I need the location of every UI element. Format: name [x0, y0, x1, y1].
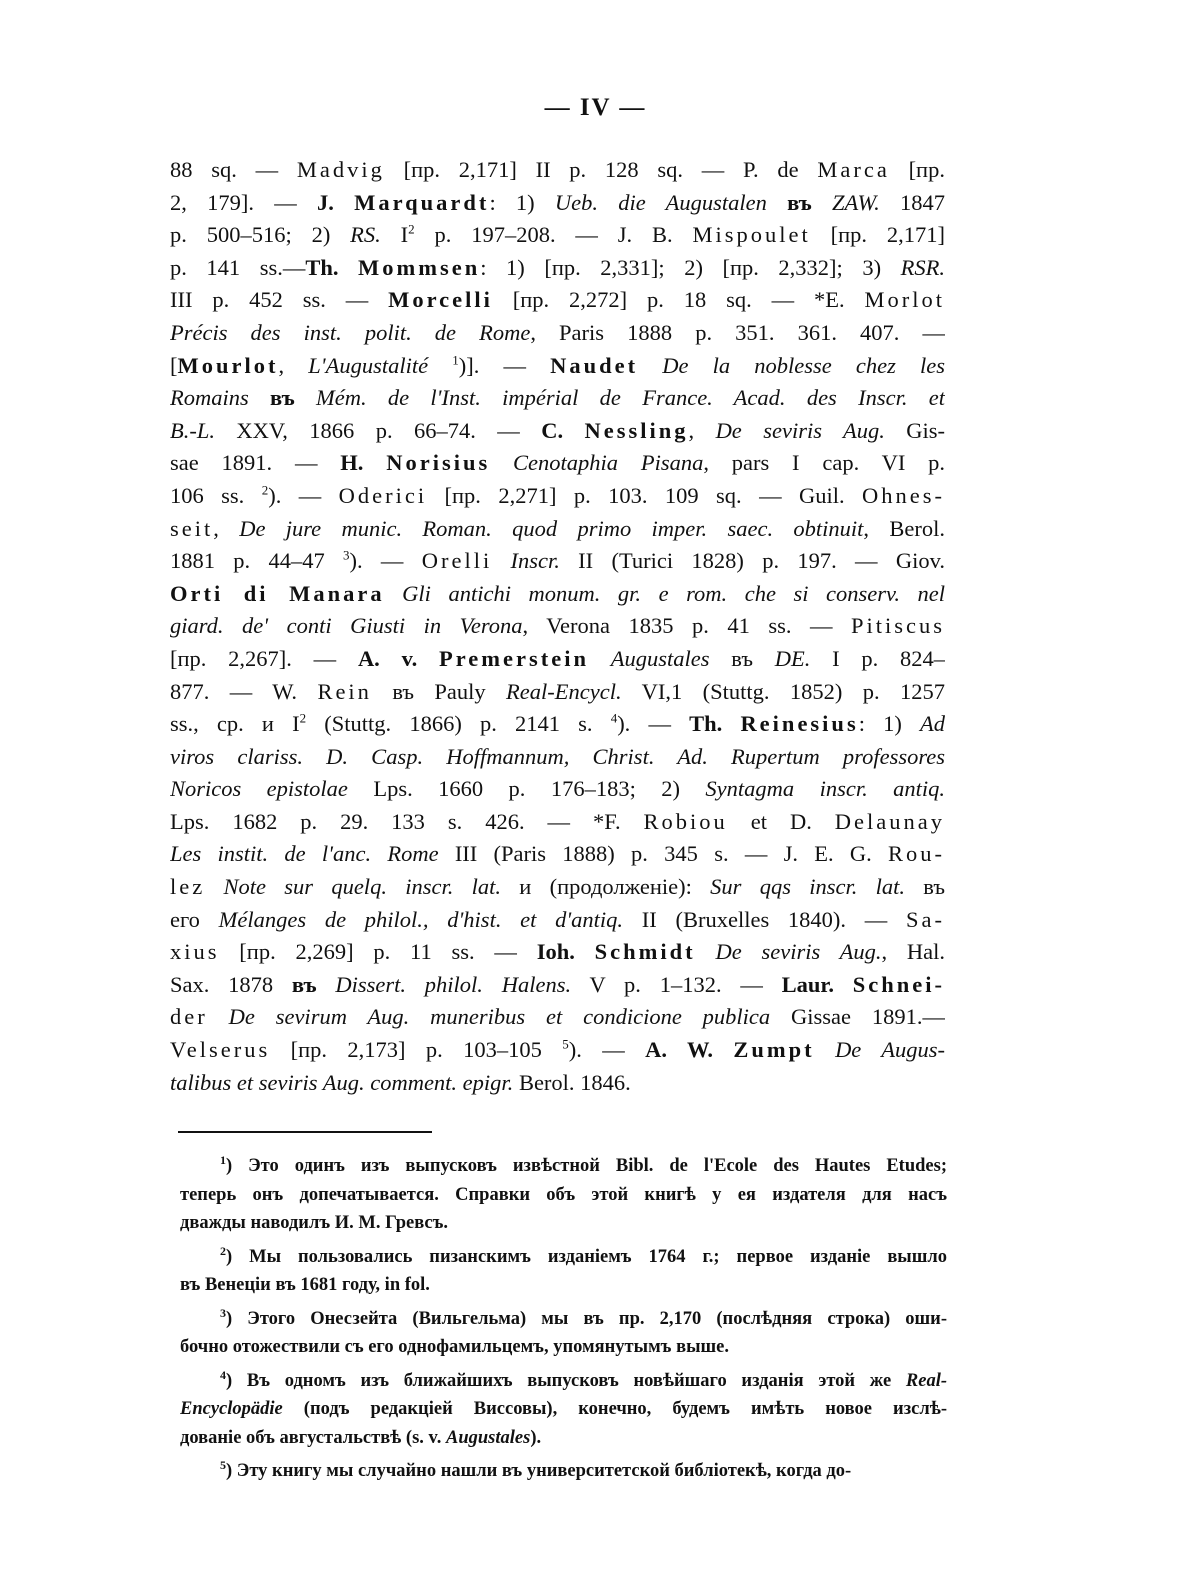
text-run: и (продолженіе):: [501, 874, 711, 900]
text-run: [589, 646, 611, 671]
text-run: Morlot: [864, 287, 945, 313]
text-line: [170, 382, 945, 415]
text-run: (Stuttg. 1866) p. 2141 s.: [306, 711, 611, 737]
text-run: RSR.: [900, 254, 945, 280]
text-run: Orti di Manara: [170, 580, 385, 606]
text-run: въ: [709, 645, 775, 671]
text-run: De seviris Aug.: [715, 417, 885, 443]
text-run: 4: [610, 710, 618, 726]
footnote-line: [180, 1367, 947, 1396]
text-run: Gis-: [884, 417, 945, 443]
text-run: Encyclopädie: [180, 1399, 283, 1419]
text-run: Sur qqs inscr. lat.: [710, 874, 906, 900]
text-run: ). —: [617, 711, 690, 737]
text-run: Les instit. de l'anc. Rome: [170, 841, 439, 867]
footnote-line: [180, 1271, 947, 1300]
text-run: ) Мы пользовались пизанскимъ изданіемъ 1764 г.; первое изданіе вышло: [226, 1246, 947, 1267]
text-run: Schmidt: [594, 939, 696, 965]
text-run: Ohnes-: [862, 482, 945, 508]
text-run: p. 500–516; 2): [170, 222, 351, 248]
text-line: [170, 610, 945, 643]
text-run: Ioh.: [536, 939, 595, 965]
footnote-line: [180, 1305, 947, 1334]
text-run: [638, 353, 662, 378]
footnote-3: [180, 1305, 947, 1362]
text-line: [170, 480, 945, 513]
text-run: Mispoulet: [692, 222, 811, 248]
text-run: Cenotaphia Pisana: [513, 450, 704, 476]
text-run: Reinesius: [740, 711, 859, 737]
text-run: , Berol.: [863, 515, 945, 541]
text-run: Schnei-: [852, 971, 945, 997]
text-run: ,: [688, 417, 716, 443]
text-run: Velserus: [170, 1037, 271, 1063]
text-run: дованіе объ августальствѣ (s. v.: [180, 1427, 447, 1448]
text-run: H.: [340, 450, 387, 476]
text-run: [пр. 2,271] p. 103. 109 sq. — Guil.: [427, 482, 863, 508]
text-run: въ: [905, 874, 945, 900]
text-run: его: [170, 906, 219, 932]
text-line: [170, 904, 945, 937]
footnote-line: [180, 1181, 947, 1210]
bibliography-text: [170, 154, 945, 1099]
text-run: B.-L.: [170, 417, 215, 443]
text-run: [428, 353, 452, 378]
text-run: XXV, 1866 p. 66–74. —: [215, 417, 542, 443]
text-run: Premerstein: [438, 645, 589, 671]
text-run: [385, 581, 403, 606]
text-line: [170, 350, 945, 383]
text-run: 3: [343, 547, 350, 563]
text-line: [170, 773, 945, 806]
text-run: ).: [530, 1427, 542, 1448]
text-run: [пр. 2,269] p. 11 ss. —: [219, 939, 537, 965]
text-run: [492, 548, 510, 573]
text-line: [170, 871, 945, 904]
text-run: Pitiscus: [850, 613, 945, 639]
footnote-rule: [178, 1131, 432, 1133]
text-run: [208, 1004, 229, 1029]
text-run: III p. 452 ss. —: [170, 287, 389, 313]
text-run: 1881 p. 44–47: [170, 548, 344, 574]
text-run: , Paris 1888 p. 351. 361. 407. —: [530, 319, 945, 345]
text-run: ) Это одинъ изъ выпусковъ извѣстной Bibl. de l'Ecole des Hautes Etudes;: [226, 1156, 947, 1176]
footnote-line: [180, 1424, 947, 1453]
footnote-1: [180, 1152, 947, 1238]
text-line: [170, 936, 945, 969]
text-run: II (Turici 1828) p. 197. — Giov.: [559, 548, 945, 574]
text-line: [170, 1034, 945, 1067]
footnote-marker: 2: [220, 1243, 226, 1258]
text-run: ,: [278, 352, 309, 378]
footnote-marker: 4: [220, 1367, 226, 1382]
text-run: Real-: [905, 1370, 947, 1391]
text-run: p. 197–208. — J. B.: [414, 222, 693, 248]
text-run: [пр. 2,272] p. 18 sq. — *E.: [492, 287, 865, 313]
text-run: въ: [291, 971, 336, 997]
text-run: Laur.: [781, 971, 853, 997]
text-run: [пр.: [889, 157, 945, 182]
text-run: 2: [299, 710, 307, 726]
text-line: [170, 154, 945, 187]
text-run: )]. —: [458, 352, 551, 378]
text-run: Marca: [817, 157, 890, 182]
text-run: Dissert. philol. Halens.: [335, 971, 572, 997]
text-run: , Verona 1835 p. 41 ss. —: [522, 613, 851, 639]
footnote-line: [180, 1243, 947, 1272]
text-line: [170, 708, 945, 741]
text-run: DE.: [774, 645, 811, 671]
text-run: [пр. 2,173] p. 103–105: [270, 1037, 563, 1063]
text-run: Naudet: [550, 352, 639, 378]
text-run: sae 1891. —: [170, 450, 341, 476]
text-run: теперь онъ допечатывается. Справки объ этой книгѣ у ея издателя для насъ: [180, 1184, 947, 1205]
text-run: Berol. 1846.: [513, 1069, 631, 1095]
text-run: De Augus-: [835, 1037, 945, 1063]
text-line: [170, 806, 945, 839]
text-run: Noricos epistolae: [170, 776, 348, 802]
text-run: I p. 824–: [810, 645, 945, 671]
footnote-5: [180, 1457, 947, 1486]
text-run: Oderici: [338, 482, 428, 508]
text-run: : 1) [пр. 2,331]; 2) [пр. 2,332]; 3): [480, 254, 901, 280]
text-run: talibus et seviris Aug. comment. epigr.: [170, 1069, 514, 1095]
text-line: [170, 219, 945, 252]
text-run: viros clariss. D. Casp. Hoffmannum, Christ. Ad. Rupertum professores: [170, 743, 945, 769]
text-run: VI,1 (Stuttg. 1852) p. 1257: [621, 678, 945, 704]
text-run: V p. 1–132. —: [571, 971, 782, 997]
text-run: Robiou: [643, 808, 728, 834]
text-run: Gli antichi monum. gr. e rom. che si conserv. nel: [402, 580, 945, 606]
text-run: Augustales: [610, 645, 710, 671]
text-run: [490, 450, 513, 475]
text-run: въ: [248, 385, 317, 411]
text-run: 88 sq. —: [170, 157, 297, 182]
text-run: giard. de' conti Giusti in Verona: [170, 613, 523, 639]
text-run: De seviris Aug.: [715, 939, 882, 965]
text-run: 2: [261, 482, 269, 498]
text-run: ) Въ одномъ изъ ближайшихъ выпусковъ новѣйшаго изданія этой же: [226, 1370, 906, 1391]
text-run: [: [170, 352, 178, 378]
footnotes: [180, 1152, 947, 1491]
footnote-line: [180, 1209, 947, 1238]
text-run: Augustales: [446, 1427, 531, 1448]
text-run: 1: [452, 352, 459, 368]
text-run: [пр. 2,171] II p. 128 sq. — P. de: [384, 157, 818, 182]
text-run: A. W.: [645, 1037, 734, 1063]
text-line: [170, 545, 945, 578]
footnote-line: [180, 1457, 947, 1486]
text-run: (подъ редакціей Виссовы), конечно, будемъ имѣть новое изслѣ-: [282, 1399, 947, 1419]
text-run: 5: [562, 1036, 569, 1052]
text-run: ). —: [349, 548, 422, 574]
text-run: 106 ss.: [170, 482, 262, 508]
text-run: Nessling: [584, 417, 689, 443]
text-run: xius: [170, 939, 220, 965]
footnote-2: [180, 1243, 947, 1300]
text-run: Sa-: [906, 906, 945, 932]
text-run: Mourlot: [177, 352, 279, 378]
text-line: [170, 643, 945, 676]
text-run: Lps. 1660 p. 176–183; 2): [347, 776, 706, 802]
text-run: Th.: [305, 254, 359, 280]
text-line: [170, 252, 945, 285]
text-line: [170, 513, 945, 546]
text-run: L'Augustalité: [308, 352, 429, 378]
text-line: [170, 187, 945, 220]
text-run: III (Paris 1888) p. 345 s. — J. E. G.: [438, 841, 888, 867]
text-run: Norisius: [386, 450, 491, 476]
footnote-line: [180, 1333, 947, 1362]
text-run: Morcelli: [388, 287, 493, 313]
text-run: ) Этого Онесзейта (Вильгельма) мы въ пр. 2,170 (послѣдняя строка) оши-: [226, 1308, 947, 1329]
text-run: Note sur quelq. inscr. lat.: [223, 874, 501, 900]
text-run: ). —: [268, 482, 339, 508]
text-run: Real-Encycl.: [506, 678, 622, 704]
text-run: De jure munic. Roman. quod primo imper. saec. obtinuit: [239, 515, 864, 541]
text-run: A. v.: [357, 645, 439, 671]
text-run: Zumpt: [733, 1037, 815, 1063]
text-run: der: [170, 1004, 208, 1030]
text-run: Gissae 1891.—: [770, 1004, 945, 1030]
text-run: : 1): [489, 189, 555, 215]
text-run: seit: [170, 515, 214, 541]
text-run: Rou-: [888, 841, 945, 867]
text-run: p. 141 ss.—: [170, 254, 306, 280]
text-line: [170, 415, 945, 448]
text-line: [170, 838, 945, 871]
text-run: J.: [316, 189, 355, 215]
text-run: ss., ср. и I: [170, 711, 300, 737]
text-run: Ad: [920, 711, 945, 737]
text-run: Madvig: [296, 157, 385, 182]
text-run: Inscr.: [510, 548, 560, 574]
text-run: II (Bruxelles 1840). —: [623, 906, 906, 932]
text-line: [170, 969, 945, 1002]
footnote-marker: 1: [220, 1152, 226, 1167]
text-run: Rein: [317, 678, 372, 704]
text-run: 877. — W.: [170, 678, 318, 704]
text-line: [170, 1067, 945, 1100]
footnote-line: [180, 1395, 947, 1424]
text-run: 2: [408, 221, 415, 237]
text-line: [170, 676, 945, 709]
text-run: [815, 1037, 835, 1062]
text-run: [205, 874, 223, 899]
text-run: Syntagma inscr. antiq.: [705, 776, 945, 802]
text-run: De sevirum Aug. muneribus et condicione publica: [228, 1004, 771, 1030]
text-run: Delaunay: [834, 808, 945, 834]
footnote-marker: 3: [220, 1305, 226, 1320]
text-run: Marquardt: [354, 189, 490, 215]
text-run: Mommsen: [358, 254, 481, 280]
text-run: [пр. 2,171]: [810, 222, 945, 248]
text-line: [170, 741, 945, 774]
text-run: въ Pauly: [371, 678, 507, 704]
text-run: Ueb. die Augustalen: [554, 189, 767, 215]
text-run: RS.: [350, 222, 381, 248]
text-line: [170, 578, 945, 611]
footnote-line: [180, 1152, 947, 1181]
text-run: въ: [766, 189, 833, 215]
text-run: Romains: [170, 385, 249, 411]
text-run: [696, 939, 716, 964]
text-run: ). —: [568, 1037, 646, 1063]
text-run: въ Венеціи въ 1681 году, in fol.: [180, 1275, 430, 1295]
text-run: Mélanges de philol., d'hist. et d'antiq.: [218, 906, 624, 932]
text-run: Th.: [689, 711, 741, 737]
text-line: [170, 1001, 945, 1034]
text-run: ,: [213, 515, 240, 541]
footnote-marker: 5: [220, 1457, 226, 1472]
text-run: Sax. 1878: [170, 971, 292, 997]
text-line: [170, 447, 945, 480]
text-run: Orelli: [421, 548, 493, 574]
text-run: , Hal.: [881, 939, 945, 965]
text-run: I: [380, 222, 409, 248]
page-folio: — IV —: [544, 94, 647, 121]
text-run: lez: [170, 874, 206, 900]
text-run: дважды наводилъ И. М. Гревсъ.: [180, 1213, 449, 1233]
text-line: [170, 317, 945, 350]
text-run: C.: [541, 417, 585, 443]
text-run: Mém. de l'Inst. impérial de France. Acad. des Inscr. et: [316, 385, 945, 411]
text-run: ) Эту книгу мы случайно нашли въ университетской библіотекѣ, когда до-: [226, 1461, 852, 1481]
text-run: [пр. 2,267]. —: [170, 645, 358, 671]
text-run: De la noblesse chez les: [662, 352, 945, 378]
text-run: 2, 179]. —: [170, 189, 317, 215]
text-run: 1847: [879, 189, 945, 215]
text-run: : 1): [858, 711, 921, 737]
text-run: бочно отожествили съ его однофамильцемъ, упомянутымъ выше.: [180, 1337, 729, 1357]
text-run: ZAW.: [832, 189, 880, 215]
text-run: , pars I cap. VI p.: [703, 450, 945, 476]
footnote-4: [180, 1367, 947, 1453]
text-run: et D.: [727, 808, 835, 834]
text-run: Précis des inst. polit. de Rome: [170, 319, 531, 345]
text-run: Lps. 1682 p. 29. 133 s. 426. — *F.: [170, 808, 644, 834]
text-line: [170, 284, 945, 317]
